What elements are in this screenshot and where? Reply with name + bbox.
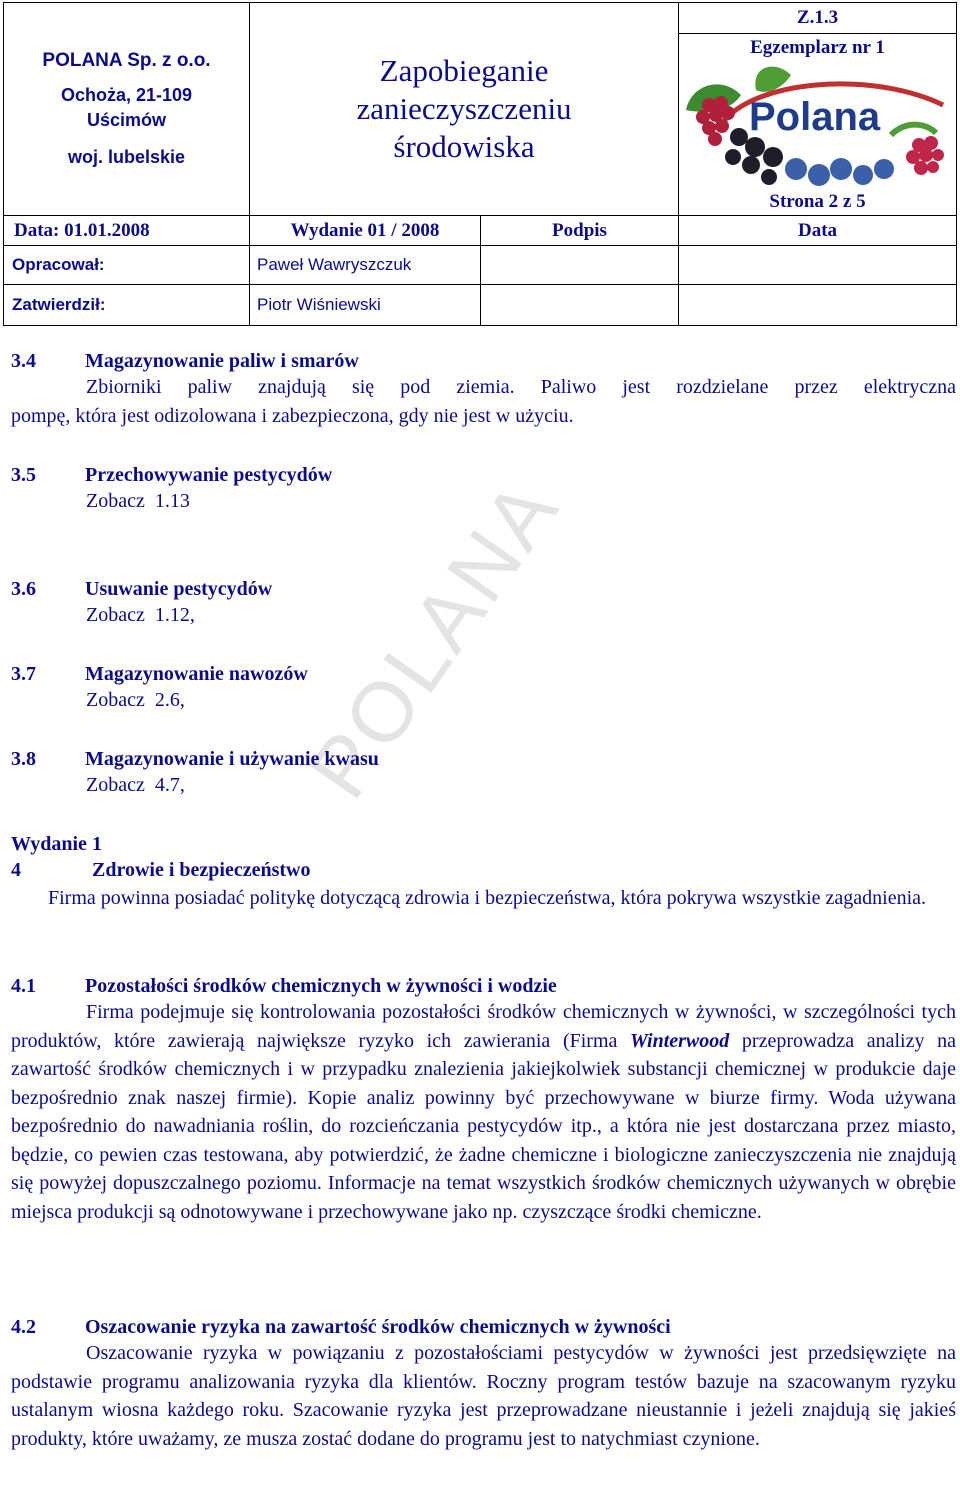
- cross-reference: Zobacz 2.6,: [86, 689, 185, 711]
- prepared-by-label: Opracował:: [4, 246, 250, 285]
- section-3-8: [11, 748, 956, 800]
- approved-by-label: Zatwierdził:: [4, 285, 250, 326]
- section-title: Usuwanie pestycydów: [85, 578, 273, 600]
- section-number: 3.5: [11, 464, 36, 486]
- watermark: POLANA: [290, 461, 578, 815]
- signature-header: Podpis: [481, 216, 679, 246]
- polana-logo-image: [681, 65, 951, 189]
- section-title: Zdrowie i bezpieczeństwo: [92, 859, 311, 881]
- date-header: Data: [679, 216, 957, 246]
- section-heading: [11, 859, 956, 882]
- section-4: [11, 833, 956, 913]
- section-number: 3.8: [11, 748, 36, 770]
- section-4-2: [11, 1316, 956, 1453]
- page-number: Strona 2 z 5: [769, 191, 866, 212]
- section-title: Pozostałości środków chemicznych w żywności i wodzie: [85, 975, 557, 997]
- paragraph-text: przeprowadza analizy na zawartość środków chemicznych i w przypadku znalezienia jakiejkolwiek substancji chemicznej w produkcie daje bezpośrednio znak naszej firmie). Kopie analiz powinny być przechowywane w biurze firmy. Woda używana bezpośrednio do nawadniania roślin, do rozcieńczania pestycydów itp., a która nie jest dostarczana przez miasto, będzie, co pewien czas testowana, aby potwierdzić, że żadne chemiczne i biologiczne zanieczyszczenia nie znajdują się powyżej dopuszczalnego poziomu. Informacje na temat wszystkich środków chemicznych używanych w obrębie miejsca produkcji są odnotowywane i przechowywane jako np. czyszczące środki chemiczne.: [11, 1029, 956, 1223]
- prepared-date-cell: [679, 246, 957, 285]
- paragraph: Oszacowanie ryzyka w powiązaniu z pozostałościami pestycydów w żywności jest przedsięwzięte na podstawie programu analizowania ryzyka dla klientów. Roczny program testów bazuje na szacowanym ryzyku ustalanym wiosna każdego roku. Szacowanie ryzyka jest przeprowadzane nieustannie i jeżeli znajdują się jakieś produkty, które uważamy, ze musza zostać dodane do programu jest to natychmiast czynione.: [11, 1342, 956, 1450]
- section-number: 4.1: [11, 975, 36, 997]
- edition-heading: Wydanie 1: [11, 833, 102, 855]
- section-title: Przechowywanie pestycydów: [85, 464, 333, 486]
- approved-by-name: Piotr Wiśniewski: [250, 285, 481, 326]
- section-number: 4.2: [11, 1316, 36, 1338]
- cross-reference: Zobacz 1.12,: [86, 604, 195, 626]
- document-id-cell: [679, 3, 957, 216]
- section-number: 4: [11, 859, 21, 881]
- section-heading: [11, 975, 956, 998]
- section-heading: [11, 1316, 956, 1339]
- company-address-line2: Uścimów: [86, 109, 167, 130]
- company-address-line3: woj. lubelskie: [67, 146, 186, 167]
- approved-signature-cell: [481, 285, 679, 326]
- logo-wordmark: Polana: [749, 95, 881, 139]
- company-info: [4, 3, 250, 216]
- section-title: Oszacowanie ryzyka na zawartość środków chemicznych w żywności: [85, 1316, 671, 1338]
- section-3-6: [11, 578, 956, 630]
- section-3-5: [11, 464, 956, 516]
- prepared-by-name: Paweł Wawryszczuk: [250, 246, 481, 285]
- copy-number: Egzemplarz nr 1: [750, 37, 885, 58]
- section-number: 3.7: [11, 663, 36, 685]
- section-3-7: [11, 663, 956, 715]
- section-heading: [11, 464, 956, 487]
- section-title: Magazynowanie i używanie kwasu: [85, 748, 379, 770]
- section-heading: [11, 350, 956, 373]
- section-3-4: [11, 350, 956, 430]
- section-title: Magazynowanie nawozów: [85, 663, 308, 685]
- section-number: 3.6: [11, 578, 36, 600]
- cross-reference: Zobacz 1.13: [86, 490, 190, 512]
- document-header: [3, 2, 957, 326]
- company-address-line1: Ochoża, 21-109: [60, 84, 193, 105]
- cross-reference: Zobacz 4.7,: [86, 774, 185, 796]
- edition-number: Wydanie 01 / 2008: [250, 216, 481, 246]
- section-heading: [11, 578, 956, 601]
- paragraph: [11, 998, 956, 1226]
- paragraph-line: pompę, która jest odizolowana i zabezpieczona, gdy nie jest w użyciu.: [11, 404, 574, 427]
- paragraph-line: Zbiorniki paliw znajdują się pod ziemia. Paliwo jest rozdzielane przez elektryczna: [86, 376, 956, 398]
- prepared-signature-cell: [481, 246, 679, 285]
- document-title-line2: zanieczyszczeniu: [356, 91, 572, 127]
- issue-date: Data: 01.01.2008: [4, 216, 250, 246]
- paragraph: Firma powinna posiadać politykę dotyczącą zdrowia i bezpieczeństwa, która pokrywa wszystkie zagadnienia.: [48, 887, 927, 909]
- section-number: 3.4: [11, 350, 36, 372]
- document-title-line1: Zapobieganie: [379, 53, 549, 89]
- approved-date-cell: [679, 285, 957, 326]
- document-title: [250, 3, 679, 216]
- section-4-1: [11, 975, 956, 1226]
- section-heading: [11, 663, 956, 686]
- document-title-line3: środowiska: [393, 128, 535, 164]
- company-name-emphasis: Winterwood: [630, 1029, 730, 1052]
- section-title: Magazynowanie paliw i smarów: [85, 350, 359, 372]
- section-heading: [11, 748, 956, 771]
- paragraph-text: Firma podejmuje się kontrolowania pozostałości środków chemicznych w żywności, w szczególności tych produktów, które zawierają największe ryzyko ich zawierania (Firma: [11, 1001, 956, 1052]
- company-name: POLANA Sp. z o.o.: [42, 49, 211, 71]
- document-code: Z.1.3: [679, 3, 956, 34]
